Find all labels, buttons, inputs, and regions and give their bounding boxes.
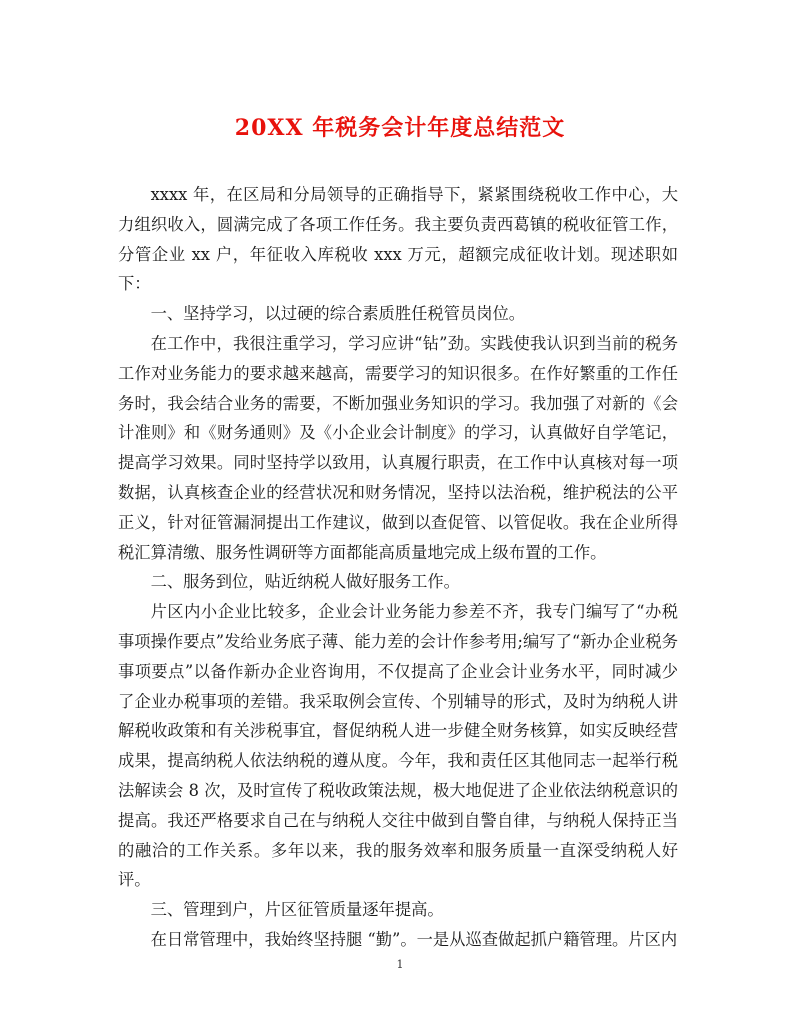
document-body — [118, 180, 678, 955]
paragraph-management: 在日常管理中，我始终坚持腿 “勤”。一是从巡查做起抓户籍管理。片区内 — [150, 929, 678, 949]
section-heading-2: 二、服务到位，贴近纳税人做好服务工作。 — [150, 572, 460, 592]
section-heading-3: 三、管理到户，片区征管质量逐年提高。 — [150, 900, 444, 920]
paragraph-service: 片区内小企业比较多，企业会计业务能力参差不齐，我专门编写了“办税事项操作要点”发给业务底子薄、能力差的会计作参考用;编写了“新办企业税务事项要点”以备作新办企业咨询用，不仅提高了企业会计业务水平，同时减少了企业办税事项的差错。我采取例会宣传、个别辅导的形式，及时为纳税人讲解税收政策和有关涉税事宜，督促纳税人进一步健全财务核算，如实反映经营成果，提高纳税人依法纳税的遵从度。今年，我和责任区其他同志一起举行税法解读会 8 次，及时宣传了税收政策法规，极大地促进了企业依法纳税意识的提高。我还严格要求自己在与纳税人交往中做到自警自律，与纳税人保持正当的融洽的工作关系。多年以来，我的服务效率和服务质量一直深受纳税人好评。 — [118, 602, 678, 890]
page-number: 1 — [396, 958, 404, 971]
section-heading-1: 一、坚持学习，以过硬的综合素质胜任税管员岗位。 — [150, 304, 526, 324]
paragraph-study: 在工作中，我很注重学习，学习应讲“钻”劲。实践使我认识到当前的税务工作对业务能力的要求越来越高，需要学习的知识很多。在作好繁重的工作任务时，我会结合业务的需要，不断加强业务知识的学习。我加强了对新的《会计准则》和《财务通则》及《小企业会计制度》的学习，认真做好自学笔记，提高学习效果。同时坚持学以致用，认真履行职责，在工作中认真核对每一项数据，认真核查企业的经营状况和财务情况，坚持以法治税，维护税法的公平正义，针对征管漏洞提出工作建议，做到以查促管、以管促收。我在企业所得税汇算清缴、服务性调研等方面都能高质量地完成上级布置的工作。 — [118, 333, 678, 562]
paragraph-intro: xxxx 年，在区局和分局领导的正确指导下，紧紧围绕税收工作中心，大力组织收入，圆满完成了各项工作任务。我主要负责西葛镇的税收征管工作，分管企业 xx 户，年征收入库税收 xxx 万元，超额完成征收计划。现述职如下： — [118, 185, 678, 294]
document-title: 20XX 年税务会计年度总结范文 — [234, 115, 566, 141]
